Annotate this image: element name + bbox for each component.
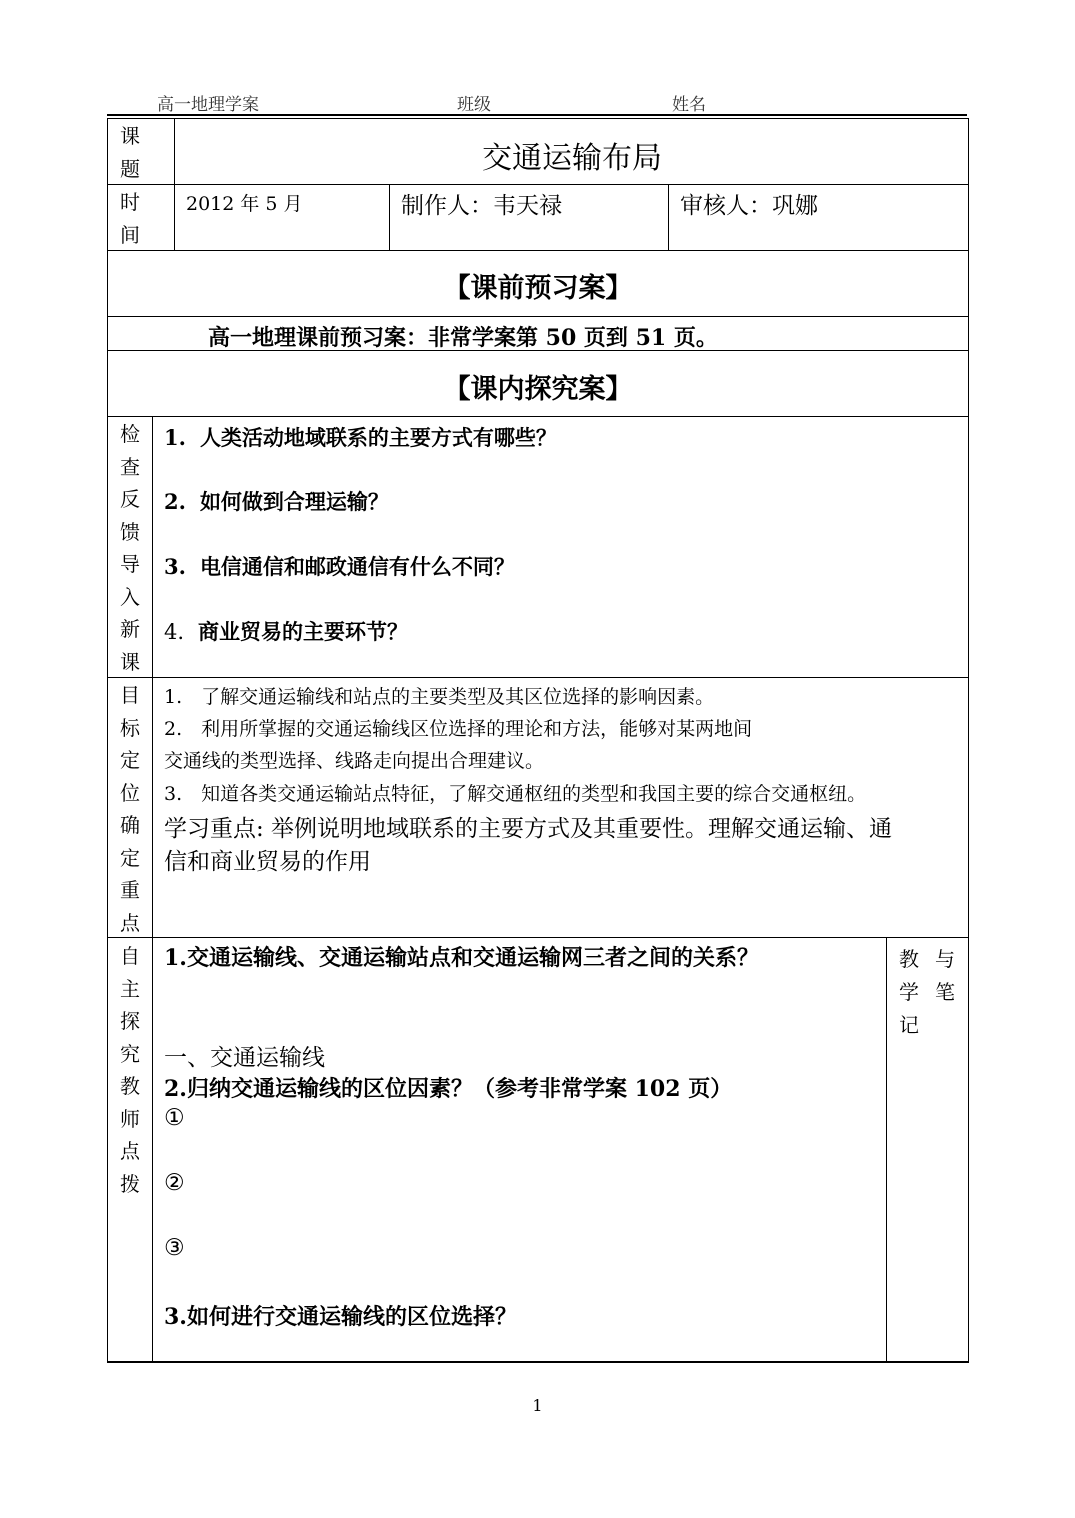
goal-line: 2. 利用所掌握的交通运输线区位选择的理论和方法，能够对某两地间 xyxy=(164,718,753,740)
goal-line: 交通线的类型选择、线路走向提出合理建议。 xyxy=(164,750,545,772)
col-divider xyxy=(152,416,153,1363)
explore-label: 自 主 探 究 教 师 点 拨 xyxy=(120,944,140,1196)
row-divider xyxy=(107,677,969,678)
inclass-heading: 【课内探究案】 xyxy=(443,374,633,405)
page-header xyxy=(107,88,967,116)
notes-char: 教 xyxy=(899,947,919,971)
goal-line: 3. 知道各类交通运输站点特征，了解交通枢纽的类型和我国主要的综合交通枢纽。 xyxy=(164,783,867,805)
question-1: 1.交通运输线、交通运输站点和交通运输网三者之间的关系？ xyxy=(164,945,759,971)
check-item: 1. 人类活动地域联系的主要方式有哪些？ xyxy=(164,425,557,450)
row-divider xyxy=(107,937,969,938)
answer-circle-3: ③ xyxy=(164,1235,185,1261)
question-3: 3.如何进行交通运输线的区位选择？ xyxy=(164,1304,517,1330)
col-divider xyxy=(668,184,669,250)
section-heading: 一、交通运输线 xyxy=(164,1045,325,1071)
col-divider xyxy=(886,937,887,1363)
header-name-label: 姓名 xyxy=(672,95,706,115)
check-item: 2. 如何做到合理运输？ xyxy=(164,489,389,514)
header-class-label: 班级 xyxy=(457,95,491,115)
notes-char: 笔 xyxy=(935,980,955,1004)
header-rule xyxy=(107,114,967,116)
key-point-line: 学习重点: 举例说明地域联系的主要方式及其重要性。理解交通运输、通 xyxy=(164,816,893,842)
key-point-line: 信和商业贸易的作用 xyxy=(164,849,371,875)
page-number: 1 xyxy=(532,1396,543,1415)
answer-circle-1: ① xyxy=(164,1105,185,1131)
answer-circle-2: ② xyxy=(164,1170,185,1196)
col-divider xyxy=(389,184,390,250)
lesson-title: 交通运输布局 xyxy=(482,141,662,176)
check-label: 检 查 反 馈 导 入 新 课 xyxy=(120,422,140,674)
time-label: 时 间 xyxy=(120,190,140,247)
row-divider xyxy=(107,316,969,317)
preview-text: 高一地理课前预习案：非常学案第 50 页到 51 页。 xyxy=(208,325,718,351)
notes-char: 记 xyxy=(899,1013,919,1037)
question-2: 2.归纳交通运输线的区位因素？（参考非常学案 102 页） xyxy=(164,1076,733,1102)
reviewer: 审核人：巩娜 xyxy=(680,193,818,219)
lesson-date: 2012 年 5 月 xyxy=(186,193,303,215)
author: 制作人：韦天禄 xyxy=(401,193,562,219)
row-divider xyxy=(107,250,969,251)
row-divider xyxy=(107,416,969,417)
check-item: 4. 商业贸易的主要环节？ xyxy=(164,619,409,644)
goals-label: 目 标 定 位 确 定 重 点 xyxy=(120,683,140,935)
topic-label: 课 题 xyxy=(120,124,140,181)
check-item: 3. 电信通信和邮政通信有什么不同？ xyxy=(164,554,515,579)
header-title: 高一地理学案 xyxy=(157,95,259,115)
row-divider xyxy=(107,184,969,185)
preview-heading: 【课前预习案】 xyxy=(443,273,633,304)
notes-char: 学 xyxy=(899,980,919,1004)
notes-char: 与 xyxy=(935,947,955,971)
goal-line: 1. 了解交通运输线和站点的主要类型及其区位选择的影响因素。 xyxy=(164,686,715,708)
